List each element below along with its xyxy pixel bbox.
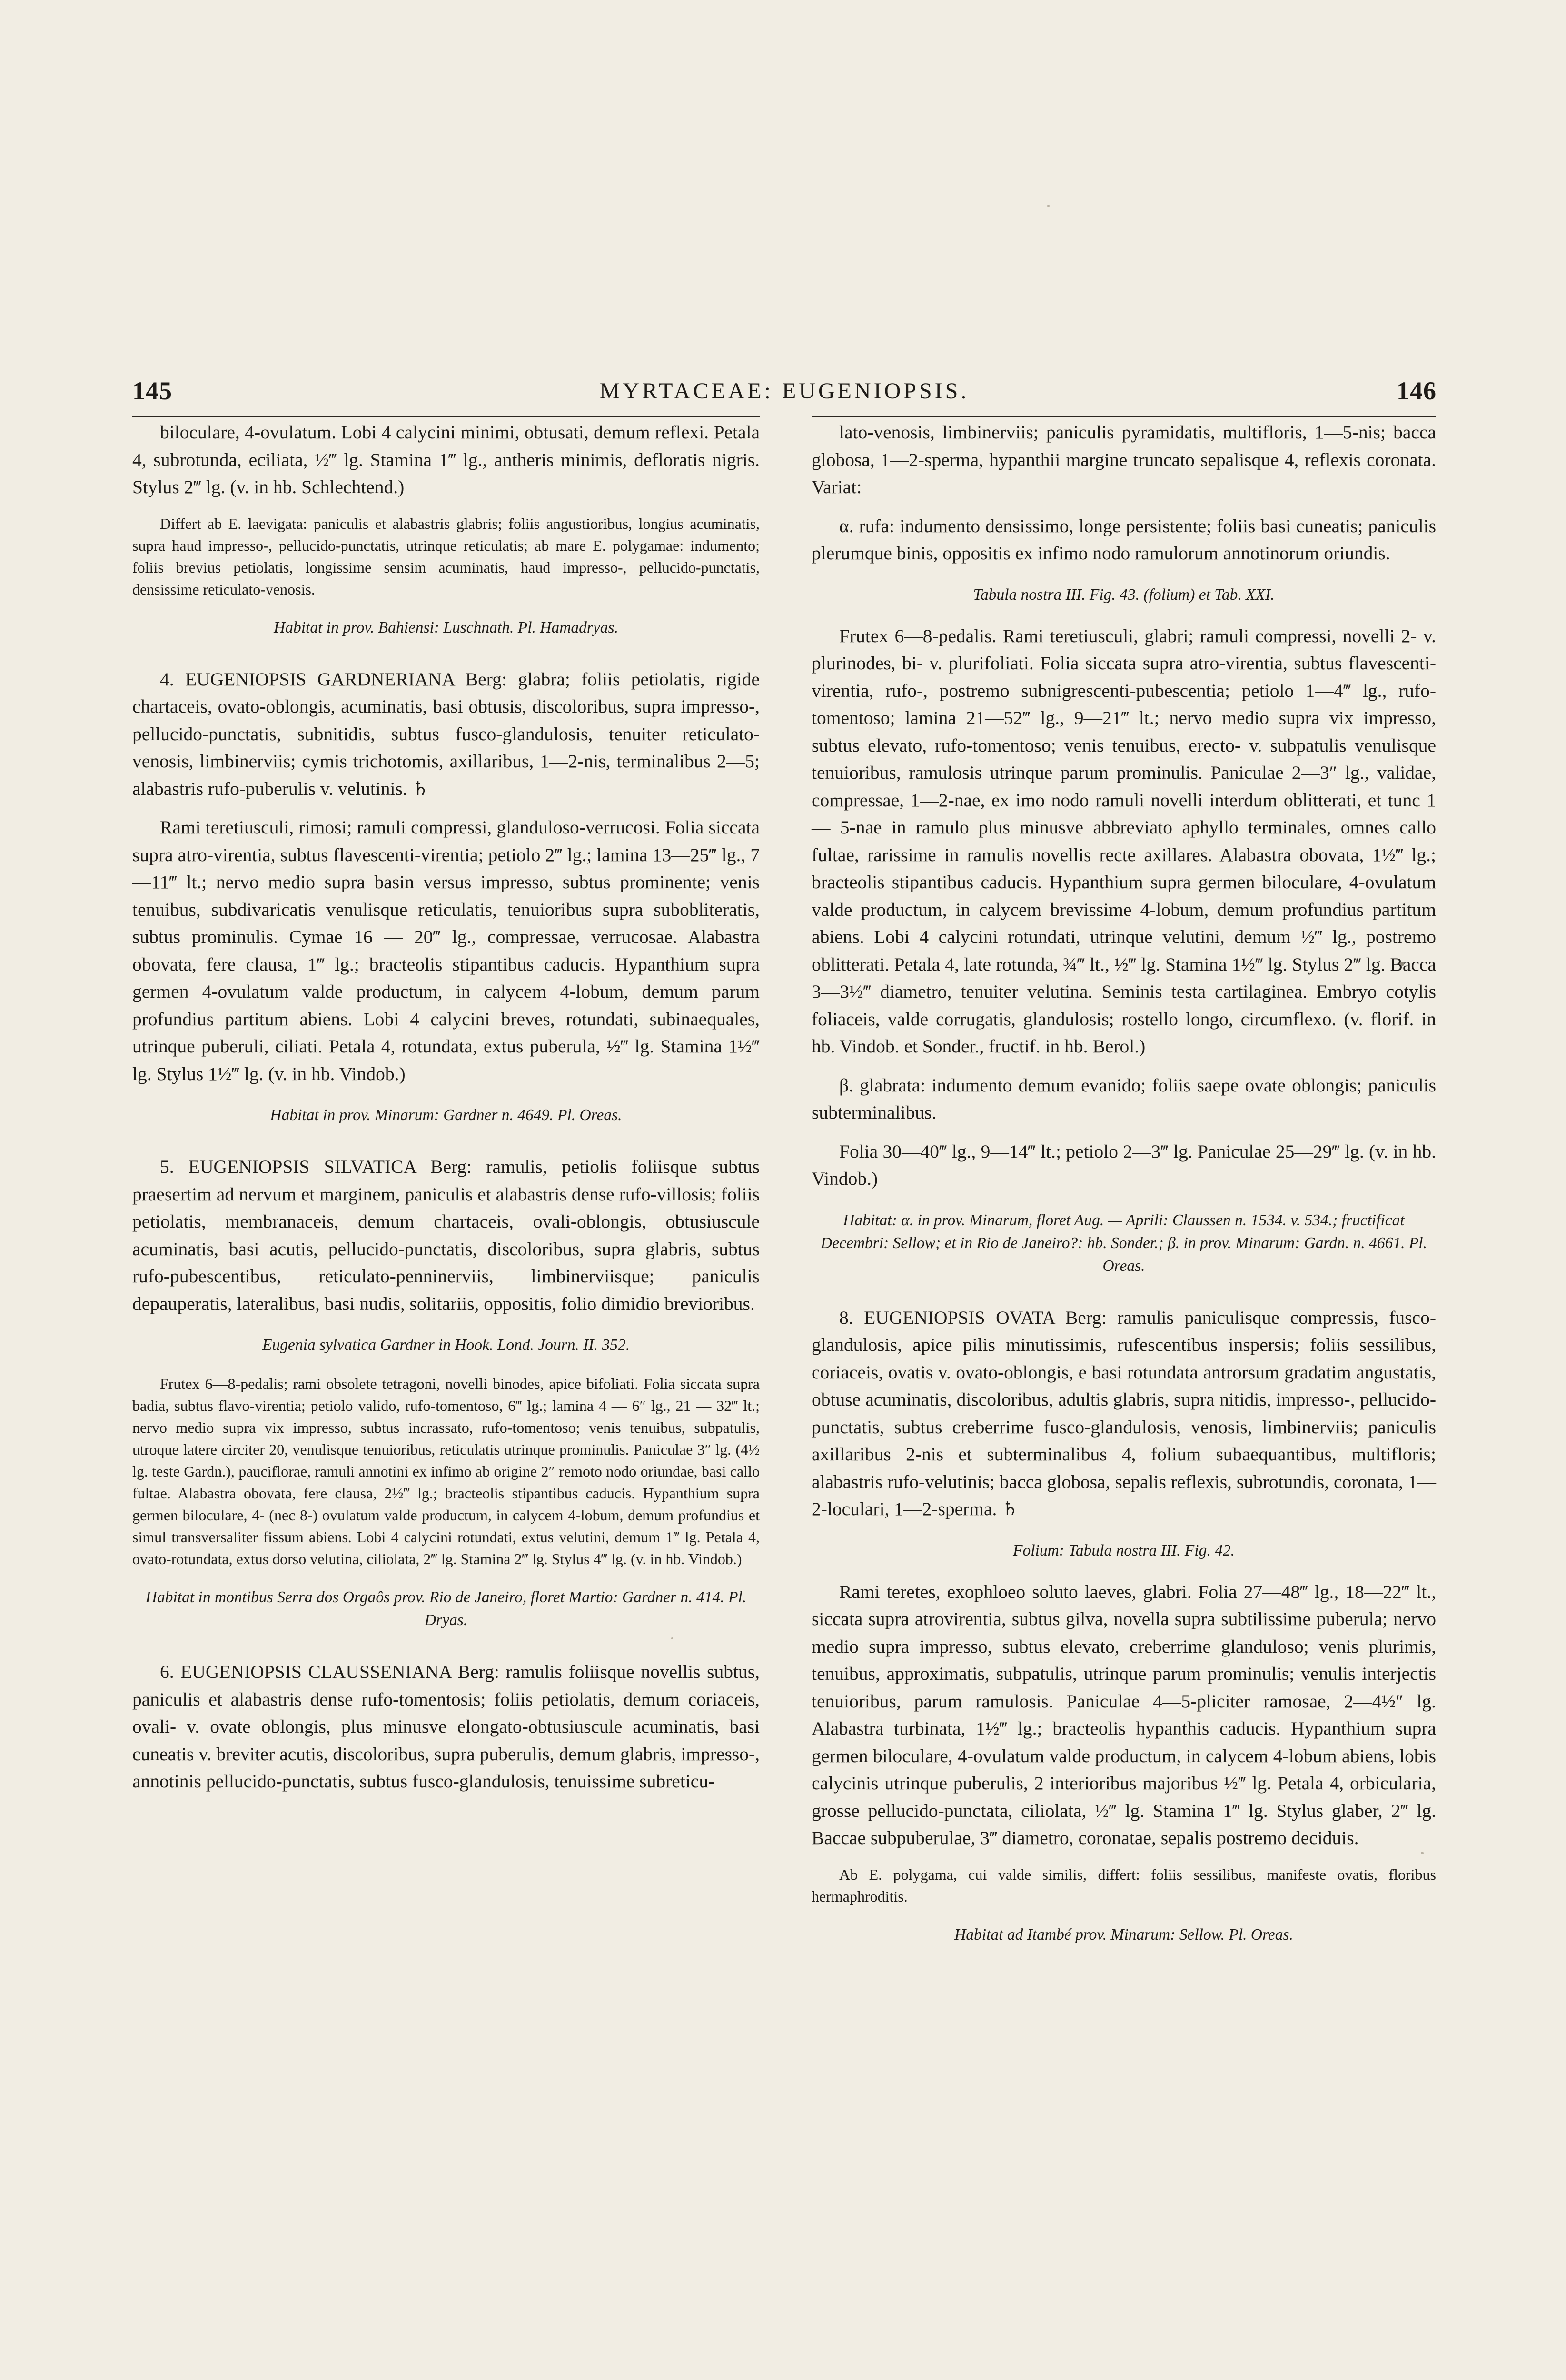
- page-number-right: 146: [1397, 377, 1437, 405]
- habitat-citation: Habitat: α. in prov. Minarum, floret Aug. — Aprili: Claussen n. 1534. v. 534.; fructificat Decembri: Sellow; et in Rio de Janeiro?: hb. Sonder.; β. in prov. Minarum: Gardn. n. 4661. Pl. Oreas.: [821, 1211, 1427, 1275]
- right-column: [812, 419, 1436, 1946]
- text-paragraph: 5. EUGENIOPSIS SILVATICA Berg: ramulis, petiolis foliisque subtus praesertim ad nervum et marginem, paniculis et alabastris dense rufo-villosis; foliis petiolatis, membranaceis, demum chartaceis, ovali-oblongis, obtusiuscule acuminatis, basi acutis, pellucido-punctatis, discoloribus, supra glabris, subtus rufo-pubescentibus, reticulato-penninerviis, limbinerviisque; paniculis depauperatis, lateralibus, basi nudis, solitariis, oppositis, folio dimidio brevioribus.: [132, 1156, 760, 1314]
- habitat-citation: Folium: Tabula nostra III. Fig. 42.: [1013, 1541, 1235, 1559]
- habitat-citation: Habitat in prov. Bahiensi: Luschnath. Pl. Hamadryas.: [274, 618, 618, 636]
- habitat-citation: Habitat in prov. Minarum: Gardner n. 4649. Pl. Oreas.: [270, 1106, 622, 1124]
- paper-speck: [1047, 205, 1050, 207]
- text-paragraph: 4. EUGENIOPSIS GARDNERIANA Berg: glabra; foliis petiolatis, rigide chartaceis, ovato-oblongis, acuminatis, basi obtusis, discoloribus, supra impresso-, pellucido-punctatis, subnitidis, subtus fusco-glandulosis, tenuiter reticulato-venosis, limbinerviis; cymis trichotomis, axillaribus, 1—2-nis, terminalibus 2—5; alabastris rufo-puberulis v. velutinis. ♄: [132, 668, 760, 799]
- text-paragraph: β. glabrata: indumento demum evanido; foliis saepe ovate oblongis; paniculis subterminalibus.: [812, 1074, 1436, 1123]
- habitat-citation: Tabula nostra III. Fig. 43. (folium) et Tab. XXI.: [973, 585, 1275, 604]
- text-paragraph: α. rufa: indumento densissimo, longe persistente; foliis basi cuneatis; paniculis plerumque binis, oppositis ex infimo nodo ramulorum annotinorum oriundis.: [812, 515, 1436, 564]
- text-paragraph: 6. EUGENIOPSIS CLAUSSENIANA Berg: ramulis foliisque novellis subtus, paniculis et alabastris dense rufo-tomentosis; foliis petiolatis, demum coriaceis, ovali- v. ovate oblongis, plus minusve elongato-obtusiuscule acuminatis, basi cuneatis v. breviter acutis, discoloribus, supra puberulis, demum glabris, impresso-, annotinis pellucido-punctatis, subtus fusco-glandulosis, tenuissime subreticu-: [132, 1661, 760, 1792]
- text-paragraph: lato-venosis, limbinerviis; paniculis pyramidatis, multifloris, 1—5-nis; bacca globosa, 1—2-sperma, hypanthii margine truncato sepalisque 4, reflexis coronata. Variat:: [812, 422, 1436, 497]
- note-paragraph: Ab E. polygama, cui valde similis, differt: foliis sessilibus, manifeste ovatis, floribus hermaphroditis.: [812, 1865, 1436, 1905]
- header-rule-right: [812, 416, 1436, 417]
- note-paragraph: Frutex 6—8-pedalis; rami obsolete tetragoni, novelli binodes, apice bifoliati. Folia siccata supra badia, subtus flavo-virentia; petiolo valido, rufo-tomentoso, 6‴ lg.; lamina 4 — 6″ lg., 21 — 32‴ lt.; nervo medio supra vix impresso, subtus incrassato, rufo-tomentoso; venis tenuibus, subpatulis, utroque latere circiter 20, venulisque tenuioribus, reticulatis utrinque prominulis. Paniculae 3″ lg. (4½ lg. teste Gardn.), pauciflorae, ramuli annotini ex infimo ab origine 2″ remoto nodo oriundae, basi callo fultae. Alabastra obovata, fere clausa, 2½‴ lg.; bracteolis stipantibus caducis. Hypanthium supra germen biloculare, 4- (nec 8-) ovulatum valde productum, in calycem 4-lobum, demum profundius et simul transversaliter fissum abiens. Lobi 4 calycini rotundati, extus velutini, demum 1‴ lg. Petala 4, ovato-rotundata, extus dorso velutina, ciliolata, 2‴ lg. Stamina 2‴ lg. Stylus 4‴ lg. (v. in hb. Vindob.): [132, 1375, 760, 1567]
- text-paragraph: Rami teretiusculi, rimosi; ramuli compressi, glanduloso-verrucosi. Folia siccata supra atro-virentia, subtus flavescenti-virentia; petiolo 2‴ lg.; lamina 13—25‴ lg., 7—11‴ lt.; nervo medio supra basin versus impresso, subtus prominente; venis tenuibus, subdivaricatis venulisque reticulatis, tenuioribus supra subobliteratis, subtus prominulis. Cymae 16 — 20‴ lg., compressae, verrucosae. Alabastra obovata, fere clausa, 1‴ lg.; bracteolis stipantibus caducis. Hypanthium supra germen 4-ovulatum valde productum, in calycem 4-lobum, demum parum profundius partitum abiens. Lobi 4 calycini breves, rotundati, subinaequales, utrinque puberuli, ciliati. Petala 4, rotundata, extus puberula, ½‴ lg. Stamina 1½‴ lg. Stylus 1½‴ lg. (v. in hb. Vindob.): [132, 817, 760, 1084]
- note-paragraph: Differt ab E. laevigata: paniculis et alabastris glabris; foliis angustioribus, longius acuminatis, supra haud impresso-, pellucido-punctatis, utrinque reticulatis; ab mare E. polygamae: indumento; foliis brevius petiolatis, longissime sensim acuminatis, haud impresso-, pellucido-punctatis, densissime reticulato-venosis.: [132, 515, 760, 598]
- text-paragraph: Frutex 6—8-pedalis. Rami teretiusculi, glabri; ramuli compressi, novelli 2- v. plurinodes, bi- v. plurifoliati. Folia siccata supra atro-virentia, subtus flavescenti-virentia, rufo-, postremo subnigrescenti-pubescentia; petiolo 1—4‴ lg., rufo- tomentoso; lamina 21—52‴ lg., 9—21‴ lt.; nervo medio supra vix impresso, subtus elevato, rufo-tomentoso; venis tenuibus, erecto- v. subpatulis venulisque tenuioribus, ramulosis utrinque parum prominulis. Paniculae 2—3″ lg., validae, compressae, 1—2-nae, ex imo nodo ramuli novelli interdum oblitterati, et tunc 1 — 5-nae in ramulo plus minusve abbreviato aphyllo terminales, omnes callo fultae, rarissime in ramulis novellis recte axillares. Alabastra obovata, 1½‴ lg.; bracteolis stipantibus caducis. Hypanthium supra germen biloculare, 4-ovulatum valde productum, in calycem brevissime 4-lobum, demum profundius partitum abiens. Lobi 4 calycini rotundati, utrinque velutini, demum ½‴ lg., postremo oblitterati. Petala 4, late rotunda, ¾‴ lt., ½‴ lg. Stamina 1½‴ lg. Stylus 2‴ lg. Bacca 3—3½‴ diametro, tenuiter velutina. Seminis testa cartilaginea. Embryo cotylis foliaceis, valde corrugatis, glandulosis; rostello longo, circumflexo. (v. florif. in hb. Vindob. et Sonder., fructif. in hb. Berol.): [812, 625, 1436, 1057]
- text-paragraph: Folia 30—40‴ lg., 9—14‴ lt.; petiolo 2—3‴ lg. Paniculae 25—29‴ lg. (v. in hb. Vindob.): [812, 1140, 1436, 1189]
- header-rule-left: [132, 416, 760, 417]
- text-paragraph: biloculare, 4-ovulatum. Lobi 4 calycini minimi, obtusati, demum reflexi. Petala 4, subrotunda, eciliata, ½‴ lg. Stamina 1‴ lg., antheris minimis, defloratis nigris. Stylus 2‴ lg. (v. in hb. Schlechtend.): [132, 422, 760, 497]
- text-paragraph: Rami teretes, exophloeo soluto laeves, glabri. Folia 27—48‴ lg., 18—22‴ lt., siccata supra atrovirentia, subtus gilva, novella supra subtilissime puberula; nervo medio supra impresso, subtus elevato, creberrime glanduloso; venis plurimis, tenuibus, approximatis, subpatulis, utrinque parum prominulis; venulis interjectis tenuioribus, parum ramulosis. Paniculae 4—5-pliciter ramosae, 2—4½″ lg. Alabastra turbinata, 1½‴ lg.; bracteolis hypanthis caducis. Hypanthium supra germen biloculare, 4-ovulatum valde productum, in calycem 4-lobum abiens, lobis calycinis utrinque puberulis, 2 interioribus majoribus ½‴ lg. Petala 4, orbicularia, grosse pellucido-punctata, ciliolata, ½‴ lg. Stamina 1‴ lg. Stylus glaber, 2‴ lg. Baccae subpuberulae, 3‴ diametro, coronatae, sepalis postremo deciduis.: [812, 1581, 1436, 1848]
- text-paragraph: 8. EUGENIOPSIS OVATA Berg: ramulis paniculisque compressis, fusco-glandulosis, apice pilis minutissimis, rufescentibus inspersis; foliis sessilibus, coriaceis, ovatis v. ovato-oblongis, e basi rotundata antrorsum gradatim angustatis, obtuse acuminatis, discoloribus, adultis glabris, supra nitidis, impresso-, pellucido-punctatis, subtus creberrime fusco-glandulosis, venosis, limbinerviis; paniculis axillaribus 2-nis et subterminalibus 4, folium subaequantibus, multifloris; alabastris rufo-velutinis; bacca globosa, sepalis reflexis, subrotundis, coronata, 1—2-loculari, 1—2-sperma. ♄: [812, 1307, 1436, 1519]
- habitat-citation: Eugenia sylvatica Gardner in Hook. Lond. Journ. II. 352.: [262, 1336, 630, 1354]
- running-title: MYRTACEAE: EUGENIOPSIS.: [599, 378, 970, 404]
- habitat-citation: Habitat in montibus Serra dos Orgaôs prov. Rio de Janeiro, floret Martio: Gardner n. 414. Pl. Dryas.: [145, 1588, 747, 1629]
- page-header: [132, 376, 1437, 414]
- page-number-left: 145: [132, 377, 172, 405]
- habitat-citation: Habitat ad Itambé prov. Minarum: Sellow. Pl. Oreas.: [954, 1925, 1293, 1944]
- left-column: [132, 419, 760, 1795]
